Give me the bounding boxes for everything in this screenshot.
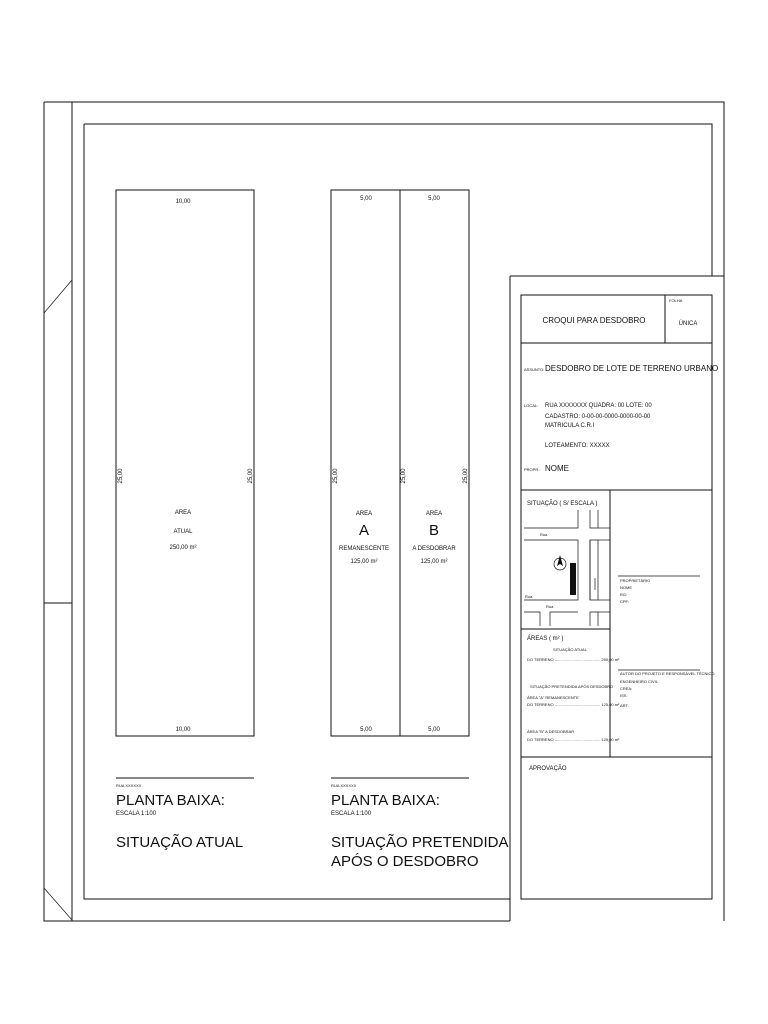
- area-name: ATUAL: [173, 529, 193, 535]
- dim-top: 10,00: [175, 199, 191, 205]
- plan-proposed-situation: [331, 190, 509, 870]
- plan-current-situation: [116, 190, 254, 851]
- area-value: 250,00 m²: [169, 545, 197, 551]
- map-street-label: Rua: [525, 594, 533, 599]
- location-line2: CADASTRO: 0-00-00-0000-0000-00-00: [545, 414, 651, 420]
- plan-scale: ESCALA 1:100: [116, 811, 157, 817]
- plan-subtitle: SITUAÇÃO ATUAL: [116, 834, 244, 851]
- area-label: AREA: [174, 510, 192, 516]
- lot-outline: [116, 190, 254, 736]
- plan-subtitle-line2: APÓS O DESDOBRO: [331, 853, 479, 870]
- title-block: [521, 295, 718, 899]
- areas-a-line2: DO TERRENO ......................................... 125,00 m²: [527, 702, 620, 707]
- lot-marker: [570, 563, 576, 595]
- owner-box-line: RG:: [620, 592, 628, 597]
- situation-map: [524, 510, 610, 626]
- dim-top-a: 5,00: [360, 196, 372, 202]
- plan-subtitle-line1: SITUAÇÃO PRETENDIDA: [331, 834, 509, 851]
- subject: DESDOBRO DE LOTE DE TERRENO URBANO: [545, 364, 719, 373]
- map-street-label: Rua: [546, 604, 554, 609]
- lot-b-letter: B: [428, 522, 440, 539]
- subdivision: LOTEAMENTO: XXXXX: [545, 443, 610, 449]
- location-label: LOCAL:: [524, 403, 539, 408]
- areas-b-line1: ÁREA "B" A DESDOBRAR: [527, 729, 575, 734]
- author-line: ENGENHEIRO CIVIL: [620, 679, 659, 684]
- lot-a-letter: A: [358, 522, 370, 539]
- plan-scale: ESCALA 1:100: [331, 811, 372, 817]
- dim-mid: 25,00: [401, 468, 407, 484]
- areas-current-title: SITUAÇÃO ATUAL: [553, 647, 587, 652]
- areas-title: ÁREAS ( m² ): [527, 636, 564, 642]
- author-line: CREA:: [620, 686, 633, 691]
- dim-bottom: 10,00: [175, 727, 191, 733]
- dim-top-b: 5,00: [428, 196, 440, 202]
- author-line: ART:: [620, 703, 629, 708]
- map-street-label: Rua: [540, 532, 548, 537]
- areas-proposed-title: SITUAÇÃO PRETENDIDA APÓS DESDOBRO: [530, 684, 614, 689]
- dim-bottom-a: 5,00: [360, 727, 372, 733]
- dim-left: 25,00: [333, 468, 339, 484]
- owner-box-title: PROPRIETÁRIO: [620, 578, 651, 583]
- owner-label: PROPR.:: [524, 467, 541, 472]
- street-label: RUA XXXXXX: [116, 783, 142, 788]
- dim-left: 25,00: [118, 468, 124, 484]
- location-line1: RUA XXXXXXX QUADRA: 00 LOTE: 00: [545, 403, 652, 409]
- areas-current-line: DO TERRENO ......................................... 250,00 m²: [527, 657, 620, 662]
- author-title: AUTOR DO PROJETO E RESPONSÁVEL TÉCNICO: [620, 671, 715, 676]
- street-label: RUA XXXXXX: [331, 783, 357, 788]
- owner-box-line: CPF:: [620, 599, 630, 604]
- subject-label: ASSUNTO:: [524, 367, 545, 372]
- lot-a-label: AREA: [355, 511, 373, 517]
- dim-right: 25,00: [463, 468, 469, 484]
- location-line3: MATRICULA C.R.I: [545, 423, 595, 429]
- plan-title: PLANTA BAIXA:: [331, 792, 440, 809]
- areas-b-line2: DO TERRENO ......................................... 125,00 m²: [527, 737, 620, 742]
- lot-b-label: AREA: [425, 511, 443, 517]
- dim-right: 25,00: [248, 468, 254, 484]
- author-line: ISS:: [620, 693, 628, 698]
- lot-b-desc: A DESDOBRAR: [412, 546, 456, 552]
- title-block-title: CROQUI PARA DESDOBRO: [542, 316, 646, 325]
- areas-a-line1: ÁREA "A" REMANESCENTE: [527, 695, 579, 700]
- owner-name: NOME: [545, 464, 569, 473]
- lot-b-value: 125,00 m²: [420, 559, 448, 565]
- lot-a-value: 125,00 m²: [350, 559, 378, 565]
- lot-a-desc: REMANESCENTE: [338, 546, 390, 552]
- situation-title: SITUAÇÃO ( S/ ESCALA ): [527, 501, 598, 507]
- owner-box-line: NOME: [620, 585, 632, 590]
- sheet-label: FOLHA: [669, 298, 683, 303]
- dim-bottom-b: 5,00: [428, 727, 440, 733]
- approval-label: APROVAÇÃO: [529, 766, 567, 772]
- plan-title: PLANTA BAIXA:: [116, 792, 225, 809]
- sheet-value: ÚNICA: [678, 321, 698, 327]
